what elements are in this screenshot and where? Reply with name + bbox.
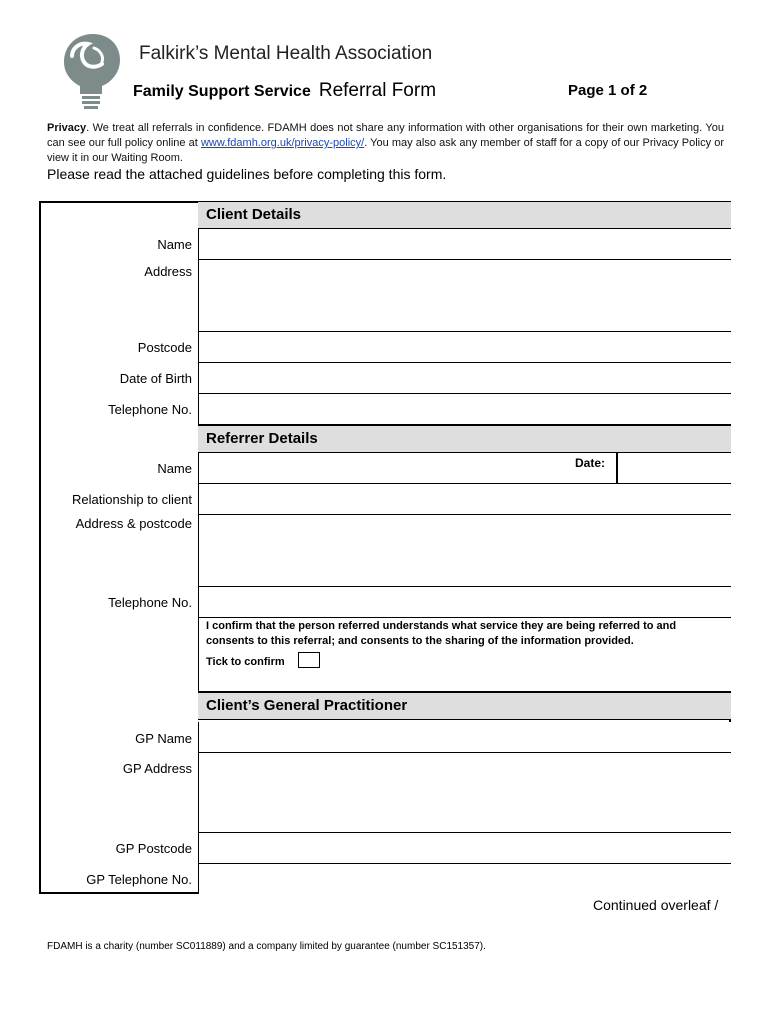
read-guidelines-note: Please read the attached guidelines before completing this form.: [47, 166, 447, 182]
gp-name-label: GP Name: [135, 731, 192, 746]
form-title-service: Family Support Service: [133, 83, 311, 100]
fdamh-logo: [58, 30, 128, 110]
tick-to-confirm-label: Tick to confirm: [206, 656, 285, 668]
client-postcode-input[interactable]: [198, 332, 731, 363]
privacy-lead: Privacy: [47, 122, 87, 134]
charity-footer: FDAMH is a charity (number SC011889) and a company limited by guarantee (number SC151357).: [47, 941, 486, 952]
privacy-policy-link[interactable]: www.fdamh.org.uk/privacy-policy/: [200, 137, 365, 149]
referrer-phone-input[interactable]: [198, 587, 731, 618]
privacy-text-1: . We treat all referrals in confidence. FDAMH does not share any information with other organisations for their own marketing. You can see our full policy online at: [47, 122, 724, 149]
date-divider: [616, 453, 618, 483]
client-phone-label: Telephone No.: [108, 402, 192, 417]
privacy-notice: [47, 121, 724, 166]
gp-name-input[interactable]: [198, 722, 731, 753]
gp-address-input[interactable]: [198, 753, 731, 833]
client-dob-label: Date of Birth: [119, 371, 192, 386]
continued-overleaf: Continued overleaf /: [593, 897, 719, 913]
privacy-text-2: . You may also ask any member of staff for a copy of our Privacy Policy or view it in our Waiting Room.: [47, 137, 724, 164]
client-details-heading: Client Details: [206, 206, 302, 223]
consent-statement: I confirm that the person referred understands what service they are being referred to and consents to this referral; and consents to the sharing of the information provided.: [206, 620, 677, 647]
form-title: [133, 80, 436, 102]
consent-checkbox[interactable]: [298, 652, 320, 668]
referrer-details-heading: Referrer Details: [206, 430, 318, 447]
gp-phone-input[interactable]: [198, 864, 731, 894]
referrer-name-input[interactable]: [198, 453, 731, 484]
gp-phone-label: GP Telephone No.: [86, 872, 192, 887]
referrer-address-input[interactable]: [198, 515, 731, 587]
referrer-relationship-input[interactable]: [198, 484, 731, 515]
referrer-name-label: Name: [157, 461, 192, 476]
client-details-header: [198, 201, 731, 229]
gp-postcode-label: GP Postcode: [115, 841, 192, 856]
referrer-relationship-label: Relationship to client: [72, 492, 192, 507]
referrer-details-header: [198, 425, 731, 453]
client-name-label: Name: [157, 237, 192, 252]
page-number: Page 1 of 2: [568, 82, 648, 99]
referrer-phone-label: Telephone No.: [108, 595, 192, 610]
client-address-input[interactable]: [198, 260, 731, 332]
referrer-address-label: Address & postcode: [75, 516, 192, 531]
client-address-label: Address: [144, 264, 192, 279]
referral-date-label: Date:: [575, 456, 606, 470]
gp-address-label: GP Address: [122, 761, 192, 776]
form-title-referral: Referral Form: [318, 80, 437, 101]
organisation-name: Falkirk’s Mental Health Association: [139, 43, 433, 64]
gp-details-header: [198, 692, 731, 720]
gp-details-heading: Client’s General Practitioner: [206, 697, 408, 714]
client-dob-input[interactable]: [198, 363, 731, 394]
client-phone-input[interactable]: [198, 394, 731, 425]
gp-postcode-input[interactable]: [198, 833, 731, 864]
client-name-input[interactable]: [198, 229, 731, 260]
client-postcode-label: Postcode: [137, 340, 192, 355]
